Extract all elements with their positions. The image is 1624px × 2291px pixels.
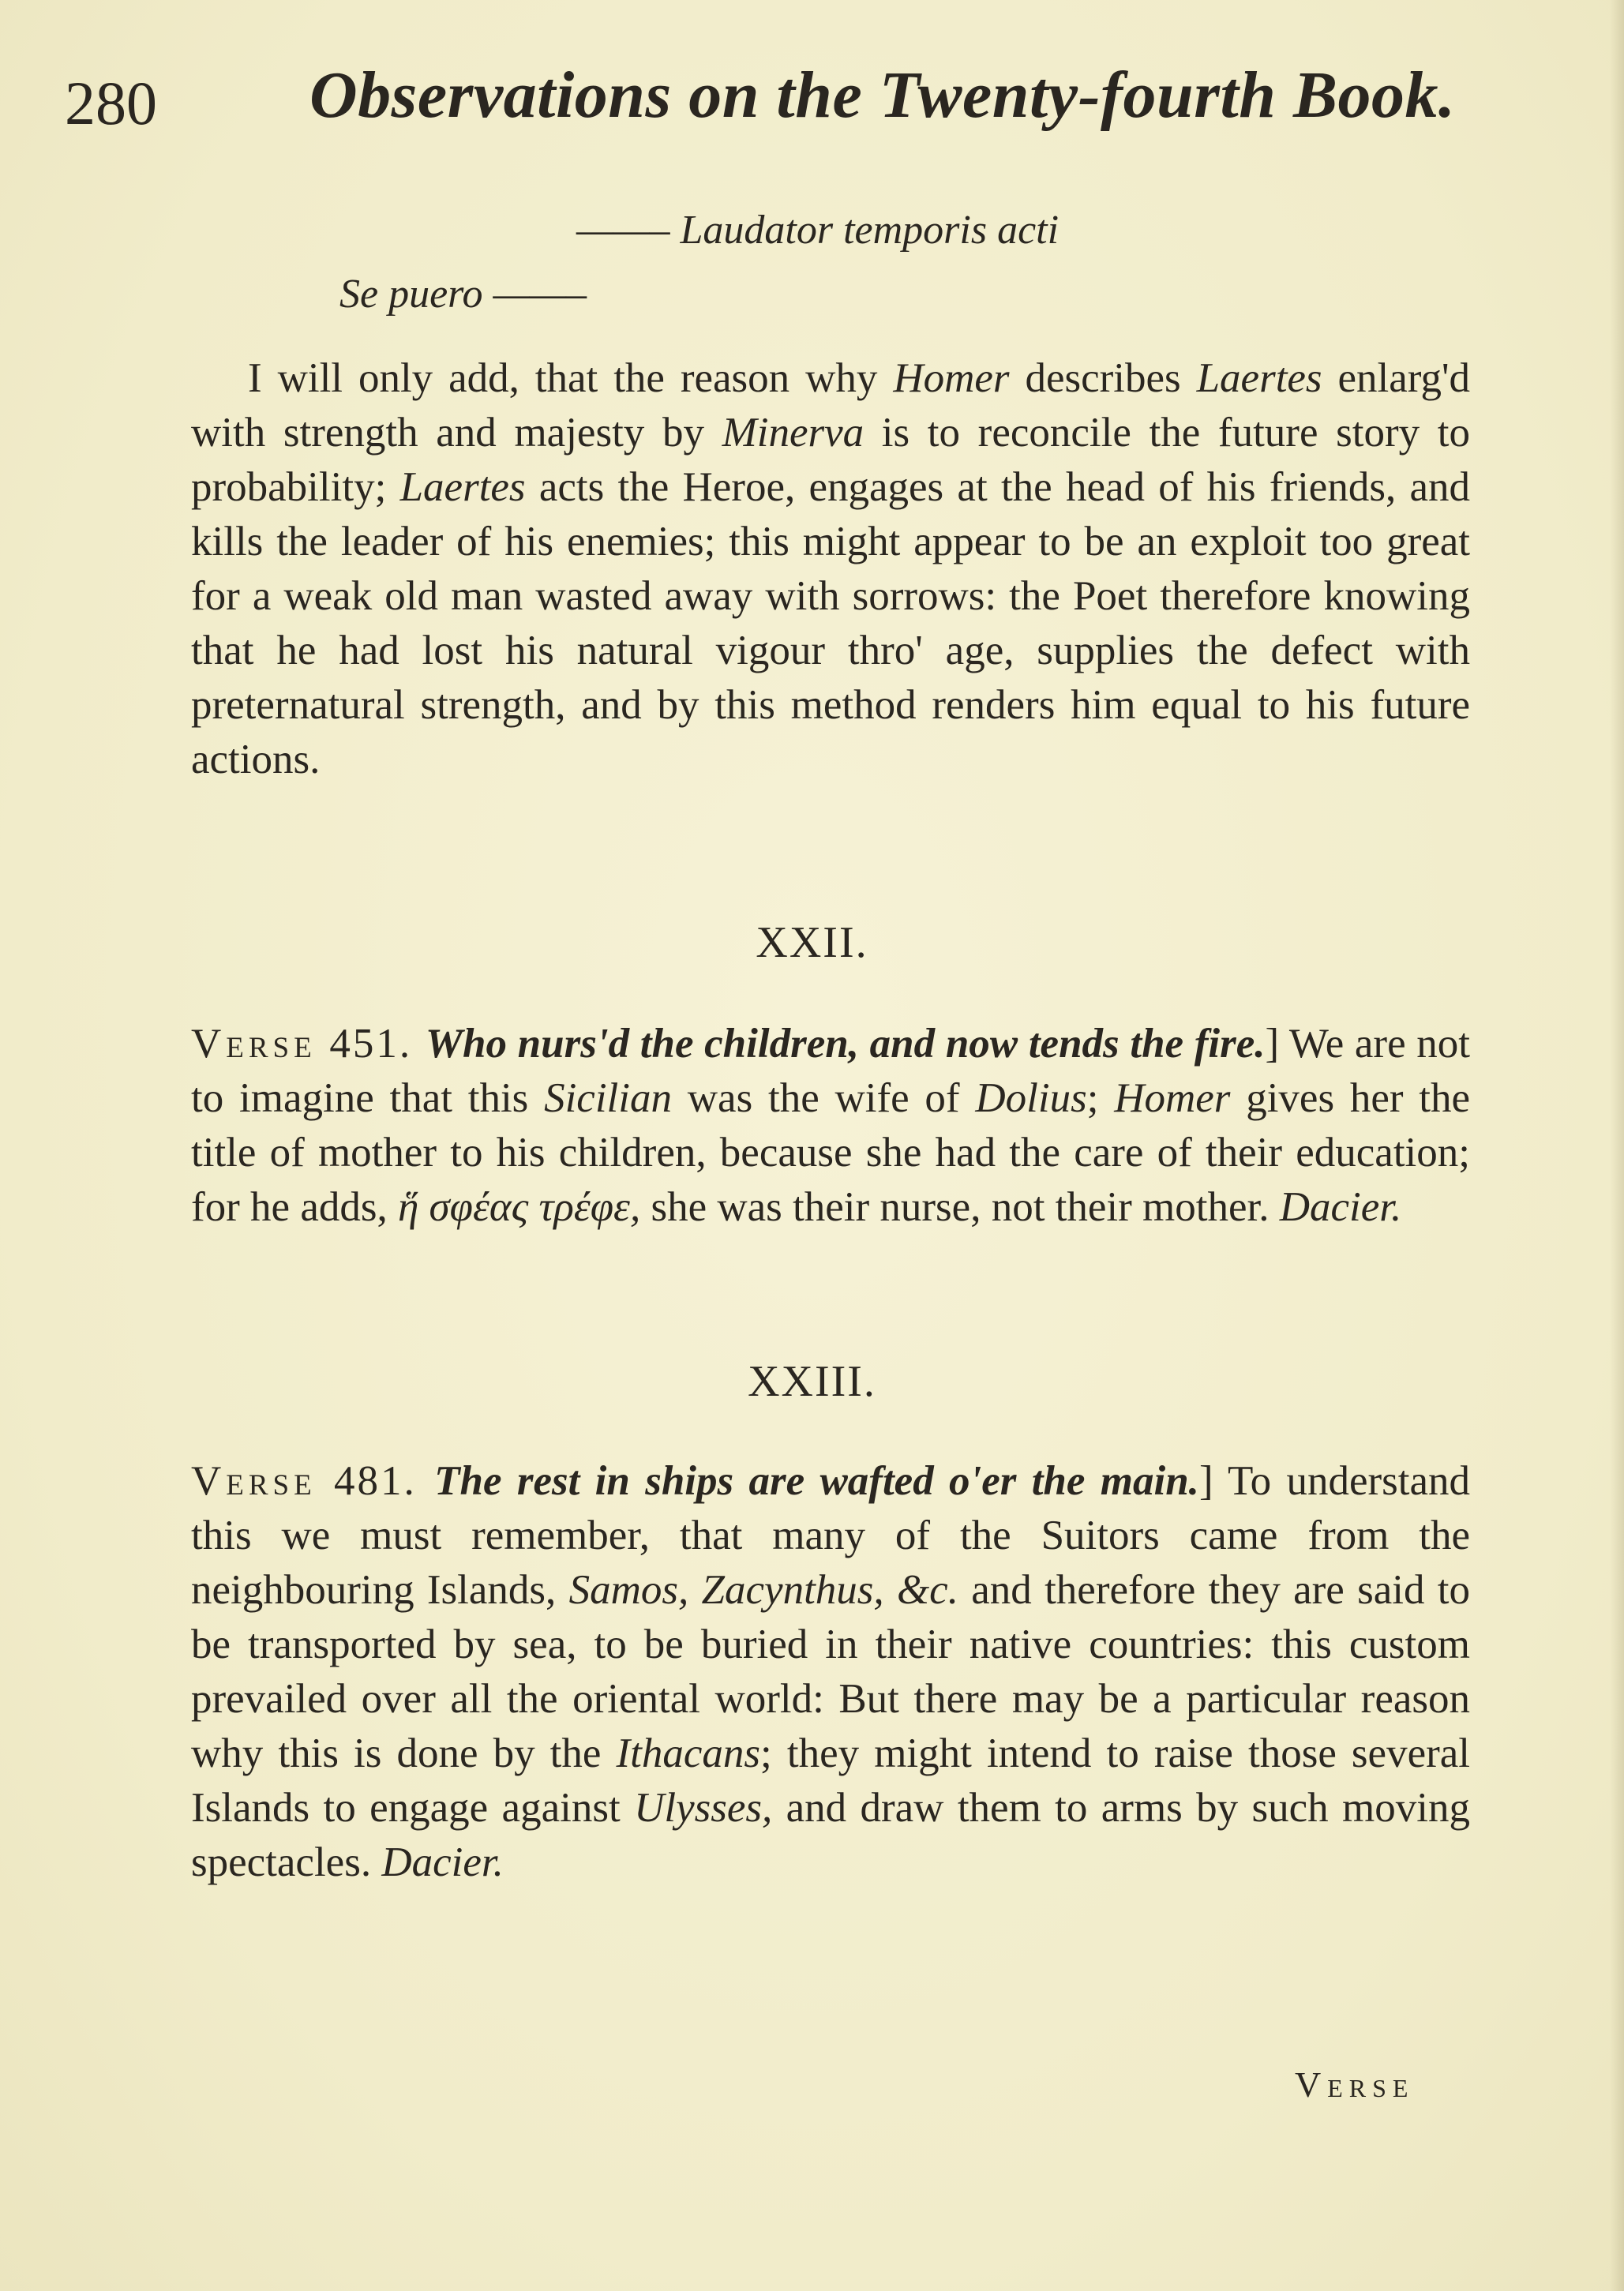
name-ithacans: Ithacans (616, 1730, 761, 1776)
verse-lemma: The rest in ships are wafted o'er the main. (434, 1458, 1199, 1504)
text-run: was the wife of (672, 1075, 976, 1121)
verse-number: 451. (316, 1021, 426, 1067)
paragraph-laertes (191, 351, 1470, 787)
text-run: gives her the title of mother to his children, because she had the care of their education; for he adds, (191, 1075, 1471, 1230)
text-run: enlarg'd with strength and majesty by (191, 355, 1470, 456)
page-gutter-shadow (1610, 0, 1624, 2291)
text-run: she was their nurse, not their mother. (640, 1184, 1280, 1230)
name-homer: Homer (1114, 1075, 1231, 1121)
latin-quote-line-1: ——– Laudator temporis acti (576, 208, 1060, 253)
citation-dacier: Dacier. (381, 1839, 504, 1885)
page-header (65, 57, 1581, 144)
lemma-bracket: ] (1265, 1021, 1280, 1067)
running-title: Observations on the Twenty-fourth Book. (309, 58, 1456, 132)
greek-quote: ἥ σφέας τρέφε, (397, 1184, 641, 1230)
name-dolius: Dolius (975, 1075, 1087, 1121)
section-number-xxiii: XXIII. (748, 1357, 876, 1406)
paragraph-verse-451 (191, 1017, 1470, 1235)
paragraph-verse-481 (191, 1454, 1470, 1890)
text-run: ; (1086, 1075, 1115, 1121)
verse-label: Verse (191, 1458, 317, 1504)
section-number-xxii: XXII. (756, 918, 868, 967)
text-run: To understand this we must remember, that many of the Suitors came from the neighbouring Islands, (191, 1458, 1471, 1613)
verse-label: Verse (191, 1021, 317, 1067)
name-laertes: Laertes (399, 464, 526, 510)
page-number: 280 (65, 69, 157, 137)
lemma-bracket: ] (1198, 1458, 1213, 1504)
text-run: is to reconcile the future story to probability; (191, 410, 1470, 510)
text-run: and draw them to arms by such moving spectacles. (191, 1785, 1471, 1885)
text-run: ; they might intend to raise those several Islands to engage against (191, 1730, 1471, 1831)
text-run: We are not to imagine that this (191, 1021, 1471, 1121)
verse-number: 481. (316, 1458, 435, 1504)
name-ulysses: Ulysses, (634, 1785, 773, 1831)
text-run: acts the Heroe, engages at the head of his friends, and kills the leader of his enemies; this might appear to be an exploit too great for a weak old man wasted away with sorrows: the Poet therefore knowing that he had lost his natural vigour thro' age, supplies the defect with preternatural strength, and by this method renders him equal to his future actions. (191, 464, 1470, 782)
verse-lemma: Who nurs'd the children, and now tends the fire. (425, 1021, 1266, 1067)
name-laertes: Laertes (1196, 355, 1322, 401)
name-minerva: Minerva (722, 410, 865, 456)
name-sicilian: Sicilian (544, 1075, 673, 1121)
latin-quote-line-2: Se puero ——– (339, 272, 587, 317)
text-run: I will only add, that the reason why (248, 355, 894, 401)
citation-dacier: Dacier. (1279, 1184, 1402, 1230)
place-names: Samos, Zacynthus, &c. (568, 1567, 958, 1613)
text-run: and therefore they are said to be transported by sea, to be buried in their native countries: this custom prevailed over all the oriental world: But there may be a particular reason why this is done by the (191, 1567, 1470, 1776)
catchword: Verse (1295, 2064, 1415, 2105)
name-homer: Homer (893, 355, 1010, 401)
text-run: describes (1009, 355, 1197, 401)
